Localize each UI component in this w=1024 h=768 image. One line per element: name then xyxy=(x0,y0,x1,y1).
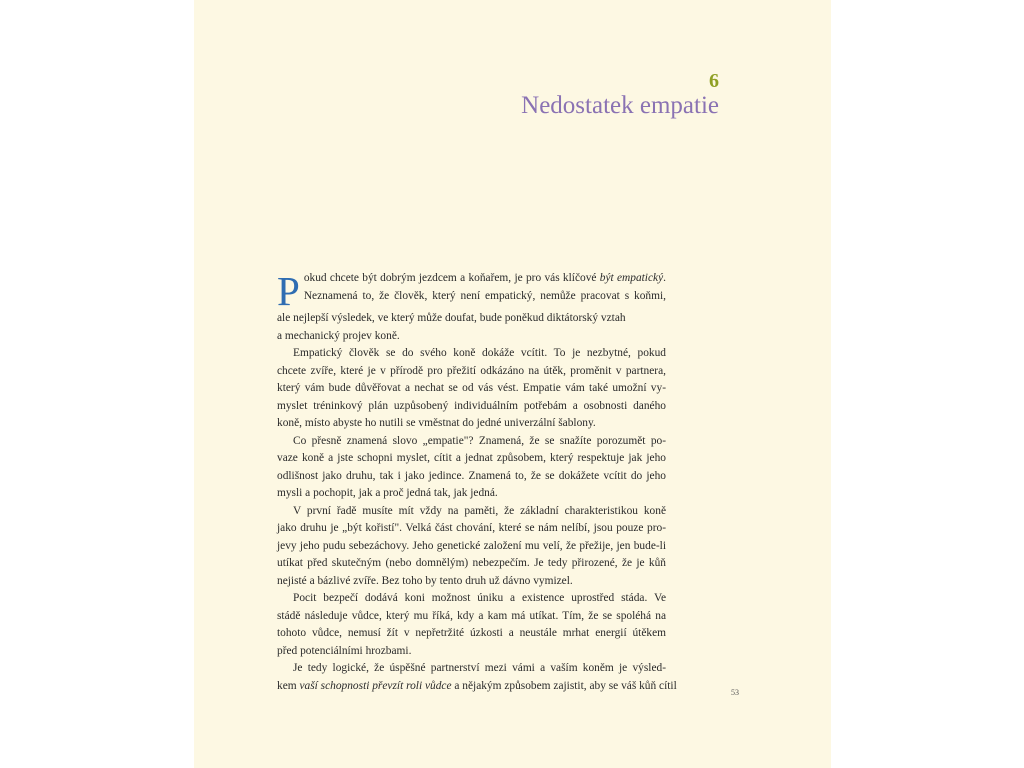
text-line: vaze koně a jste schopni myslet, cítit a jednat způsobem, který respektuje jak jeho xyxy=(277,452,666,464)
text-line: V první řadě musíte mít vždy na paměti, že základní charakteristikou koně xyxy=(293,504,666,517)
paragraph-6 xyxy=(277,660,677,695)
text-line: utíkat před skutečným (nebo domnělým) nebezpečím. Je tedy přirozené, že je kůň xyxy=(277,557,666,569)
paragraph-2 xyxy=(277,345,666,433)
text-line: jako druhu je „být kořistí". Velká část chování, které se nám nelíbí, jsou pouze pro- xyxy=(277,522,666,534)
text-line: Pocit bezpečí dodává koni možnost úniku a existence uprostřed stáda. Ve xyxy=(293,592,666,604)
chapter-number: 6 xyxy=(709,70,719,92)
chapter-title: Nedostatek empatie xyxy=(521,92,719,119)
text-line: myslet tréninkový plán uzpůsobený individuálním potřebám a osobnosti daného xyxy=(277,399,666,412)
text-line: stádě následuje vůdce, který mu říká, kdy a kam má utíkat. Tím, že se spoléhá na xyxy=(277,609,666,622)
body-text xyxy=(277,268,677,695)
text-line: tohoto vůdce, nemusí žít v nepřetržité úzkosti a neustále mrhat energií útěkem xyxy=(277,627,666,639)
text-line: před potenciálními hrozbami. xyxy=(277,644,412,657)
paragraph-4 xyxy=(277,503,666,591)
text-line: nejisté a bázlivé zvíře. Bez toho by tento druh už dávno vymizel. xyxy=(277,574,573,587)
text-line: Co přesně znamená slovo „empatie"? Znamená, že se snažíte porozumět po- xyxy=(293,434,666,447)
text-line: mysli a pochopit, jak a proč jedná tak, jak jedná. xyxy=(277,487,498,499)
drop-cap: P xyxy=(277,268,300,314)
text-line: kem vaší schopnosti převzít roli vůdce a nějakým způsobem zajistit, aby se váš kůň cítil xyxy=(277,679,677,692)
text-line: okud chcete být dobrým jezdcem a koňařem, je pro vás klíčové být empatický. xyxy=(303,272,666,284)
text-line: odlišnost jako druhu, tak i jako jedince. Znamená to, že se dokážete vcítit do jeho xyxy=(277,469,666,482)
text-line: Empatický člověk se do svého koně dokáže vcítit. To je nezbytné, pokud xyxy=(293,347,666,359)
text-line: Neznamená to, že člověk, který není empatický, nemůže pracovat s koňmi, xyxy=(303,289,666,302)
paragraph-1 xyxy=(277,270,666,345)
text-line: jevy jeho pudu sebezáchovy. Jeho genetické založení mu velí, že přežije, jen bude-li xyxy=(277,539,666,552)
text-line: který vám bude důvěřovat a nechat se od vás vést. Empatie vám také umožní vy- xyxy=(277,382,666,394)
text-line: Je tedy logické, že úspěšné partnerství mezi vámi a vaším koněm je výsled- xyxy=(293,662,666,674)
text-line: ale nejlepší výsledek, ve který může doufat, bude poněkud diktátorský vztah xyxy=(277,312,626,324)
page-number: 53 xyxy=(731,688,739,697)
text-line: koně, místo abyste ho nutili se vměstnat do jedné univerzální šablony. xyxy=(277,417,596,429)
paragraph-3 xyxy=(277,433,666,503)
text-line: a mechanický projev koně. xyxy=(277,329,400,342)
text-line: chcete zvíře, které je v přírodě pro přežití odkázáno na útěk, proměnit v partnera, xyxy=(277,364,666,377)
paragraph-5 xyxy=(277,590,666,660)
book-page xyxy=(194,0,831,768)
